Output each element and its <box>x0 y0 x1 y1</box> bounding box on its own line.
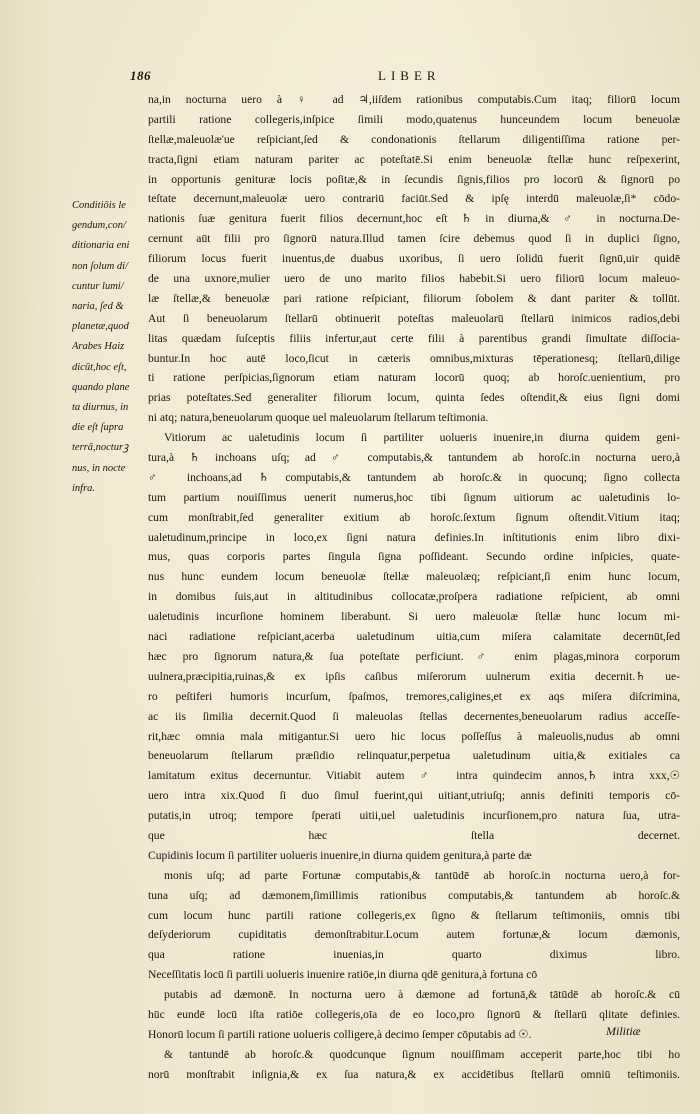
text-line: Neceſſitatis locū ſi partili uolueris inuenire ratiōe,in diurna qdē genitura,à fortuna cō <box>148 968 538 982</box>
text-line: beneuolarum ſtellarum præſidio relinquatur,perpetua ualetudinum uitia,& exitiales ca <box>148 749 680 763</box>
text-line: naci radiatione reſpiciant,acerba ualetudinum uitia,cum miſera calamitate decernūt,ſed <box>148 630 680 644</box>
text-line: norū monſtrabit inſignia,& ex ſua natura,& ex accidētibus ſtellarū omniū teſtimoniis. <box>148 1067 680 1081</box>
text-line: putabis ad dæmonē. In nocturna uero à dæmone ad fortunā,& tātūdē ab horoſc.& cū <box>164 988 680 1002</box>
text-line: teſtate decernunt,maleuolæ uero contrariū faciūt.Sed & ipſę interdū maleuolæ,ſi* cōdo- <box>148 192 680 206</box>
text-line: que hæc ſtella decernet. <box>148 828 680 842</box>
text-line: ualetudinum,principe in loco,ex ſigni natura definies.In inſtitutionis enim libro dixi- <box>148 530 680 544</box>
marginal-note-line: planetæ,quod <box>72 321 129 333</box>
text-line: rit,hæc omnia mala mitigantur.Si uero hic locus poſſeſſus à maleuolis,nudus ab omni <box>148 729 680 743</box>
text-line: monis uſq; ad parte Fortunæ computabis,& tantūdē ab horoſc.in nocturna uero,à for- <box>164 868 680 882</box>
marginal-note-line: nus, in nocte <box>72 462 126 474</box>
text-line: ac iis ſimilia decernit.Quod ſi maleuolas ſtellas decernentes,beneuolarum radius acceſſe- <box>148 709 680 723</box>
marginal-note-line: terrā,nocturꝫ <box>72 442 129 454</box>
text-line: uero intra xix.Quod ſi duo ſimul fuerint,qui uitiant,utriuſq; annis definiti temporis cō- <box>148 789 680 803</box>
folio-number: 186 <box>130 68 151 83</box>
text-line: Honorū locum ſi partili ratione uolueris colligere,à decimo ſemper cōputabis ad ☉. <box>148 1027 532 1041</box>
text-line: de una uxnore,mulier uero de uno marito filios habebit.Si uero filiorū locum maleuo- <box>148 272 680 286</box>
marginal-note-line: ta diurnus, in <box>72 402 129 414</box>
text-line: nationis ſuæ genitura fuerit filios decernunt,hoc eſt ♄ in diurna,& ♂ in nocturna.De- <box>148 212 680 226</box>
running-title: LIBER <box>378 68 441 83</box>
text-line: tum partium nouiſſimus uenerit numerus,hoc tibi ſignum uitiorum ac ualetudinis lo- <box>148 490 680 504</box>
text-line: tracta,ſigni etiam naturam pariter ac poteſtatē.Si enim beneuolæ ſtellæ hunc reſpexerint, <box>148 152 680 166</box>
marginal-note-line: non ſolum di/ <box>72 260 129 272</box>
text-line: ni atq; natura,beneuolarum quoque uel maleuolarum ſtellarum teſtimonia. <box>148 411 489 425</box>
text-line: in domibus ſuis,aut in altitudinibus collocatæ,proſpera radiatione reſpicient, ab omni <box>148 590 680 604</box>
marginal-note-line: Arabes Haiz <box>72 341 125 353</box>
text-line: buntur.In hoc autē loco,ſicut in cæteris omnibus,mixturas tēperationesq; ſtellarū,dilige <box>148 351 680 365</box>
text-line: litas quædam ſuſceptis filiis infertur,aut certe filii à parentibus grandi ſimultate diſſocia- <box>148 331 680 345</box>
text-line: ti ratione perſpicias,ſignorum etiam naturam locorū quoq; ab horoſc.uenientium, pro <box>148 371 680 385</box>
text-line: Aut ſi beneuolarum ſtellarū obtinuerit poteſtas maleuolarū ſtellarū inimicos radios,debi <box>148 311 680 325</box>
marginal-note-line: die eſt ſupra <box>72 422 124 434</box>
text-line: hæc pro ſignorum natura,& ſua poteſtate perficiunt.♂ enim plagas,minora corporum <box>148 649 680 663</box>
text-line: putatis,in utroq; tempore ſperati uitii,uel ualetudinis incurſionem,pro natura ſua, utra- <box>148 809 680 823</box>
text-line: lamitatum exitus decernuntur. Vitiabit autem ♂ intra quindecim annos,♄ intra xxx,☉ <box>148 769 680 783</box>
text-line: cum monſtrabit,ſed generaliter exitium ab horoſc.ſextum ſignum oſtendit.Vitium itaq; <box>148 510 680 524</box>
text-line: hūc eundē locū iſta ratiōe collegeris,oīa de eo loco,pro ſignorū & ſtellarū qlitate definies. <box>148 1007 680 1021</box>
text-line: tura,à ♄ inchoans uſq; ad ♂ computabis,& tantundem ab horoſc.in nocturna uero,à <box>148 451 680 465</box>
main-text-block <box>148 90 680 1085</box>
text-line: qua ratione inuenias,in quarto diximus libro. <box>148 948 680 962</box>
text-line: ualetudinis incurſione hominem liberabunt. Si uero maleuolæ ſtellæ hunc locum mi- <box>148 610 680 624</box>
text-line: uulnera,præcipitia,ruinas,& ex ipſis caſibus miſerorum uulnerum exitia decernit.♄ ue- <box>148 669 680 683</box>
marginal-note <box>72 196 152 499</box>
text-line: ro peſtiferi humoris incurſum, ſpaſmos, tremores,caligines,et ex aqs miſera diſcrimina, <box>148 689 680 703</box>
text-line: prias poteſtates.Sed generaliter filiorum locum, quinta ſedes oſtendit,& eius ſigni domi <box>148 391 680 405</box>
marginal-note-line: gendum,con/ <box>72 220 126 232</box>
text-line: cernunt aūt filii pro ſignorū natura.Illud tamen ſcire debemus quod ſi in duplici ſigno, <box>148 232 680 246</box>
marginal-note-line: quando plane <box>72 381 130 393</box>
text-line: Cupidinis locum ſi partiliter uolueris inuenire,in diurna quidem genitura,à parte dæ <box>148 848 532 862</box>
marginal-note-line: infra. <box>72 482 96 494</box>
text-line: cum locum hunc partili ratione collegeris,ex ſigno & ſtellarum teſtimoniis, omnis tibi <box>148 908 680 922</box>
marginal-note-line: naria, ſed & <box>72 301 124 313</box>
marginal-note-line: cuntur lumi/ <box>72 280 124 292</box>
marginal-note-line: dicūt,hoc eſt, <box>72 361 127 373</box>
text-line: læ ſtellæ,& beneuolæ pari ratione reſpiciant, filiorum ſobolem & dant pariter & tollūt. <box>148 291 680 305</box>
catchword: Militiæ <box>606 1024 641 1038</box>
text-line: partili ratione collegeris,inſpice ſimili modo,quatenus hunceundem locum beneuolæ <box>148 112 680 126</box>
text-line: ſtellæ,maleuolæ'ue reſpiciant,ſed & condonationis ſtellarum diligentiſſima ratione per- <box>148 132 680 146</box>
text-line: & tantundē ab horoſc.& quodcunque ſignum nouiſſimam acceperit parte,hoc tibi ho <box>164 1047 680 1061</box>
text-line: nus hunc eundem locum beneuolæ ſtellæ maleuolæq; reſpiciant,ſi enim hunc locum, <box>148 570 680 584</box>
text-line: ♂ inchoans,ad ♄ computabis,& tantundem ab horoſc.& in quocunq; ſigno collecta <box>148 470 680 484</box>
text-line: in opportunis genituræ locis poſitæ,& in ſecundis ſignis,filios pro locorū & ſignorū po <box>148 172 680 186</box>
text-line: filiorum locus fuerit inuentus,de duabus uxoribus, ſi uero ſolidū fuerit ſignū,uir quidē <box>148 252 680 266</box>
marginal-note-line: Conditiōis le <box>72 200 126 211</box>
text-line: Vitiorum ac ualetudinis locum ſi partiliter uolueris inuenire,in diurna quidem geni- <box>164 431 680 445</box>
text-line: deſyderiorum cupiditatis demonſtrabitur.Locum autem fortunæ,& locum dæmonis, <box>148 928 680 942</box>
page-header <box>0 68 700 88</box>
text-line: na,in nocturna uero à ♀ ad ♃,iiſdem rationibus computabis.Cum itaq; filiorū locum <box>148 93 680 106</box>
text-line: tuna uſq; ad dæmonem,ſimillimis rationibus computabis,& tantundem ab horoſc.& <box>148 888 680 902</box>
marginal-note-line: ditionaria eni <box>72 240 130 252</box>
text-line: mus, quas corporis partes ſingula ſigna poſſideant. Secundo ordine inſpicies, quate- <box>148 550 680 564</box>
